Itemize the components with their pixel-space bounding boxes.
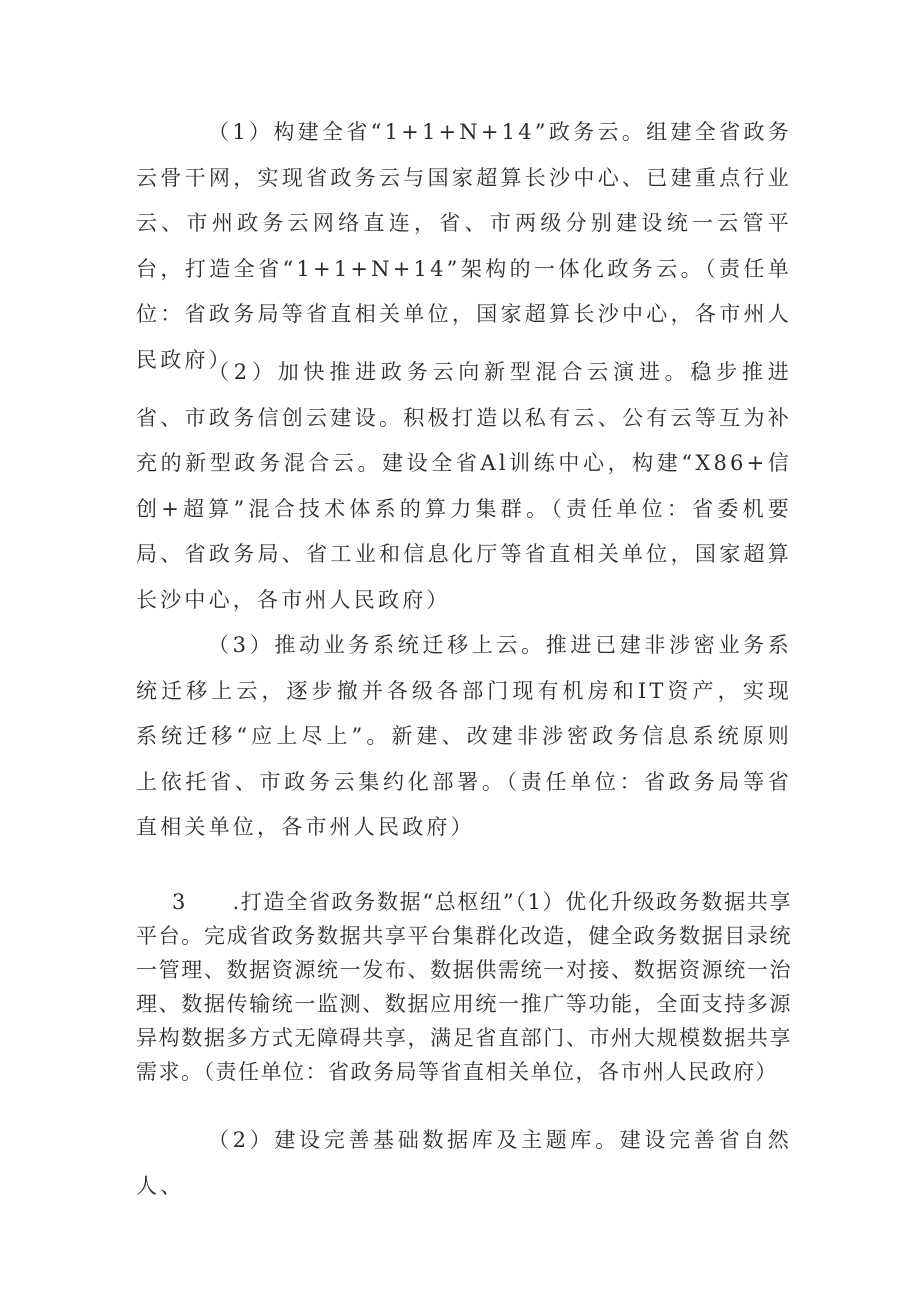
paragraph-cloud-migration: （3）推动业务系统迁移上云。推进已建非涉密业务系统迁移上云，逐步撤并各级各部门现有机房和IT资产，实现系统迁移“应上尽上”。新建、改建非涉密政务信息系统原则上依托省、市政务云集约化部署。（责任单位：省政务局等省直相关单位，各市州人民政府） bbox=[136, 633, 792, 839]
paragraph-databases: （2）建设完善基础数据库及主题库。建设完善省自然人、 bbox=[136, 1128, 792, 1198]
paragraph-hybrid-cloud: （2）加快推进政务云向新型混合云演进。稳步推进省、市政务信创云建设。积极打造以私有云、公有云等互为补充的新型政务混合云。建设全省Al训练中心，构建“X86+信创+超算”混合技术体系的算力集群。（责任单位：省委机要局、省政务局、省工业和信息化厅等省直相关单位，国家超算长沙中心，各市州人民政府） bbox=[136, 360, 792, 612]
paragraph-data-hub: 3 .打造全省政务数据“总枢纽”（1）优化升级政务数据共享平台。完成省政务数据共享平台集群化改造，健全政务数据目录统一管理、数据资源统一发布、数据供需统一对接、数据资源统一治理、数据传输统一监测、数据应用统一推广等功能，全面支持多源异构数据多方式无障碍共享，满足省直部门、市州大规模数据共享需求。（责任单位：省政务局等省直相关单位，各市州人民政府） bbox=[136, 890, 792, 1084]
paragraph-cloud-architecture: （1）构建全省“1+1+N+14”政务云。组建全省政务云骨干网，实现省政务云与国家超算长沙中心、已建重点行业云、市州政务云网络直连，省、市两级分别建设统一云管平台，打造全省“1+1+N+14”架构的一体化政务云。（责任单位：省政务局等省直相关单位，国家超算长沙中心，各市州人民政府） bbox=[136, 120, 792, 372]
